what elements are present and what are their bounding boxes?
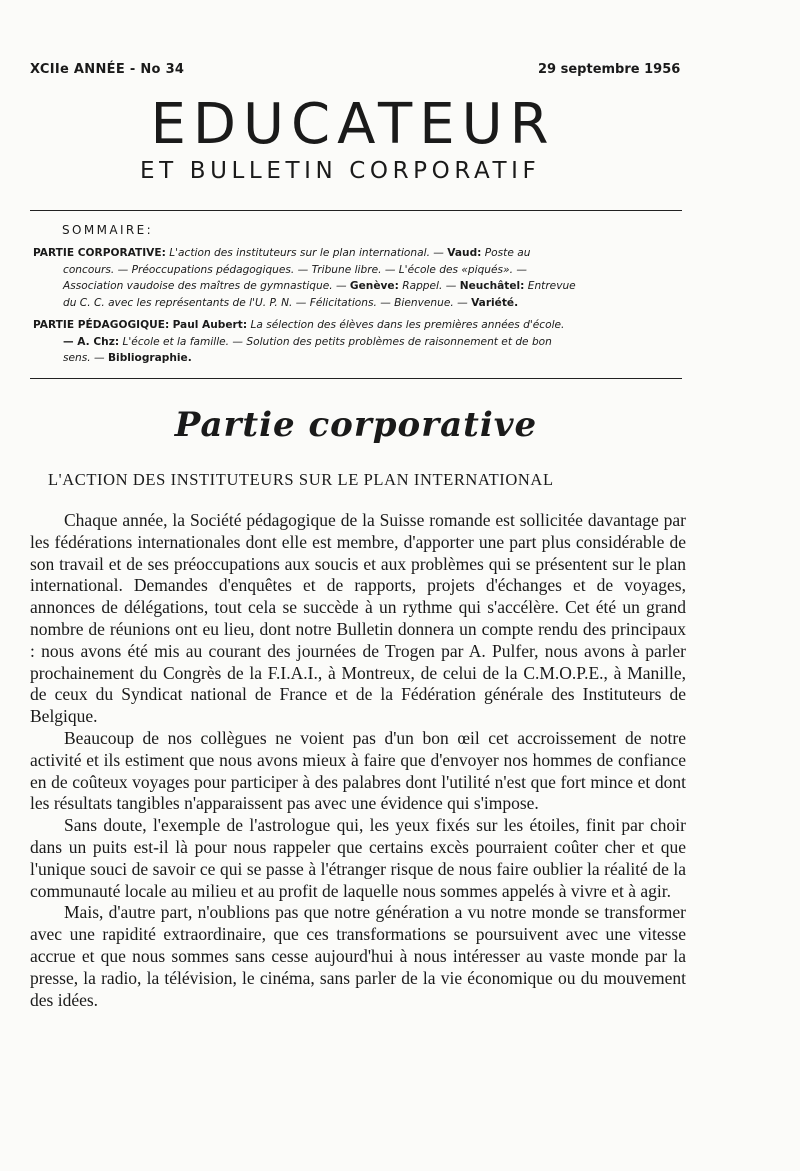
article-title: L'ACTION DES INSTITUTEURS SUR LE PLAN INTERNATIONAL	[48, 470, 554, 489]
article-paragraph: Mais, d'autre part, n'oublions pas que notre génération a vu notre monde se transformer avec une rapidité extraordinaire, que ces transformations se poursuivent avec une vitesse accrue et que nous sommes sans cesse aujourd'hui à nous intéresser au vaste monde par la presse, la radio, la télévision, le cinéma, sans parler de la vie économique ou du mouvement des idées.	[30, 902, 686, 1010]
summary-corporative-line-3: Association vaudoise des maîtres de gymnastique. — Genève: Rappel. — Neuchâtel: Entrevue	[63, 280, 576, 293]
summary-corporative-label: PARTIE CORPORATIVE:	[33, 247, 166, 259]
top-divider	[30, 210, 682, 211]
summary-pedagogique-line-2: — A. Chz: L'école et la famille. — Solution des petits problèmes de raisonnement et de bon	[63, 335, 552, 348]
summary-pedagogique-line-1: PARTIE PÉDAGOGIQUE: Paul Aubert: La sélection des élèves dans les premières années d'école.	[33, 319, 565, 331]
section-title: Partie corporative	[174, 405, 538, 445]
summary-corporative-line-2: concours. — Préoccupations pédagogiques. — Tribune libre. — L'école des «piqués». —	[63, 263, 527, 276]
summary-corporative-line-1: PARTIE CORPORATIVE: L'action des instituteurs sur le plan international. — Vaud: Poste au	[33, 247, 531, 259]
summary-corporative	[33, 245, 685, 311]
masthead-title: EDUCATEUR	[150, 92, 556, 157]
summary-pedagogique-label: PARTIE PÉDAGOGIQUE:	[33, 319, 170, 331]
summary-pedagogique-line-3: sens. — Bibliographie.	[63, 352, 192, 365]
summary-pedagogique	[33, 317, 685, 367]
issue-number: XCIIe ANNÉE - No 34	[30, 62, 185, 77]
summary-corporative-line-4: du C. C. avec les représentants de l'U. P. N. — Félicitations. — Bienvenue. — Variété.	[63, 296, 519, 309]
bottom-divider	[30, 378, 682, 379]
article-paragraph: Sans doute, l'exemple de l'astrologue qui, les yeux fixés sur les étoiles, finit par choir dans un puits est-il là pour nous rappeler que certains excès pourraient coûter cher et que l'unique souci de savoir ce qui se passe à l'étranger risque de nous faire oublier la réalité de la communauté locale au milieu et au profit de laquelle nous sommes appelés à vivre et à agir.	[30, 815, 686, 901]
article-body	[30, 510, 686, 1011]
sommaire-heading: SOMMAIRE:	[62, 223, 154, 237]
issue-date: 29 septembre 1956	[538, 62, 681, 77]
masthead-subtitle: ET BULLETIN CORPORATIF	[140, 158, 541, 184]
article-paragraph: Beaucoup de nos collègues ne voient pas d'un bon œil cet accroissement de notre activité et ils estiment que nous avons mieux à faire que d'envoyer nos hommes de confiance en de coûteux voyages pour participer à des palabres dont l'utilité n'est que fort mince et dont les résultats tangibles n'apparaissent pas avec une évidence qui s'impose.	[30, 727, 686, 814]
article-paragraph: Chaque année, la Société pédagogique de la Suisse romande est sollicitée davantage par les fédérations internationales dont elle est membre, d'apporter une part plus considérable de son travail et de ses préoccupations aux soucis et aux problèmes qui se présentent sur le plan international. Demandes d'enquêtes et de rapports, projets d'échanges et de voyages, annonces de délégations, tout cela se succède à un rythme qui s'accélère. Cet été un grand nombre de réunions ont eu lieu, dont notre Bulletin donnera un compte rendu des principaux : nous avons été mis au courant des journées de Trogen par A. Pulfer, nous avons à parler prochainement du Congrès de la F.I.A.I., à Montreux, de celui de la C.M.O.P.E., à Manille, de ceux du Syndicat national de France et de la Fédération générale des Instituteurs de Belgique.	[30, 510, 686, 727]
